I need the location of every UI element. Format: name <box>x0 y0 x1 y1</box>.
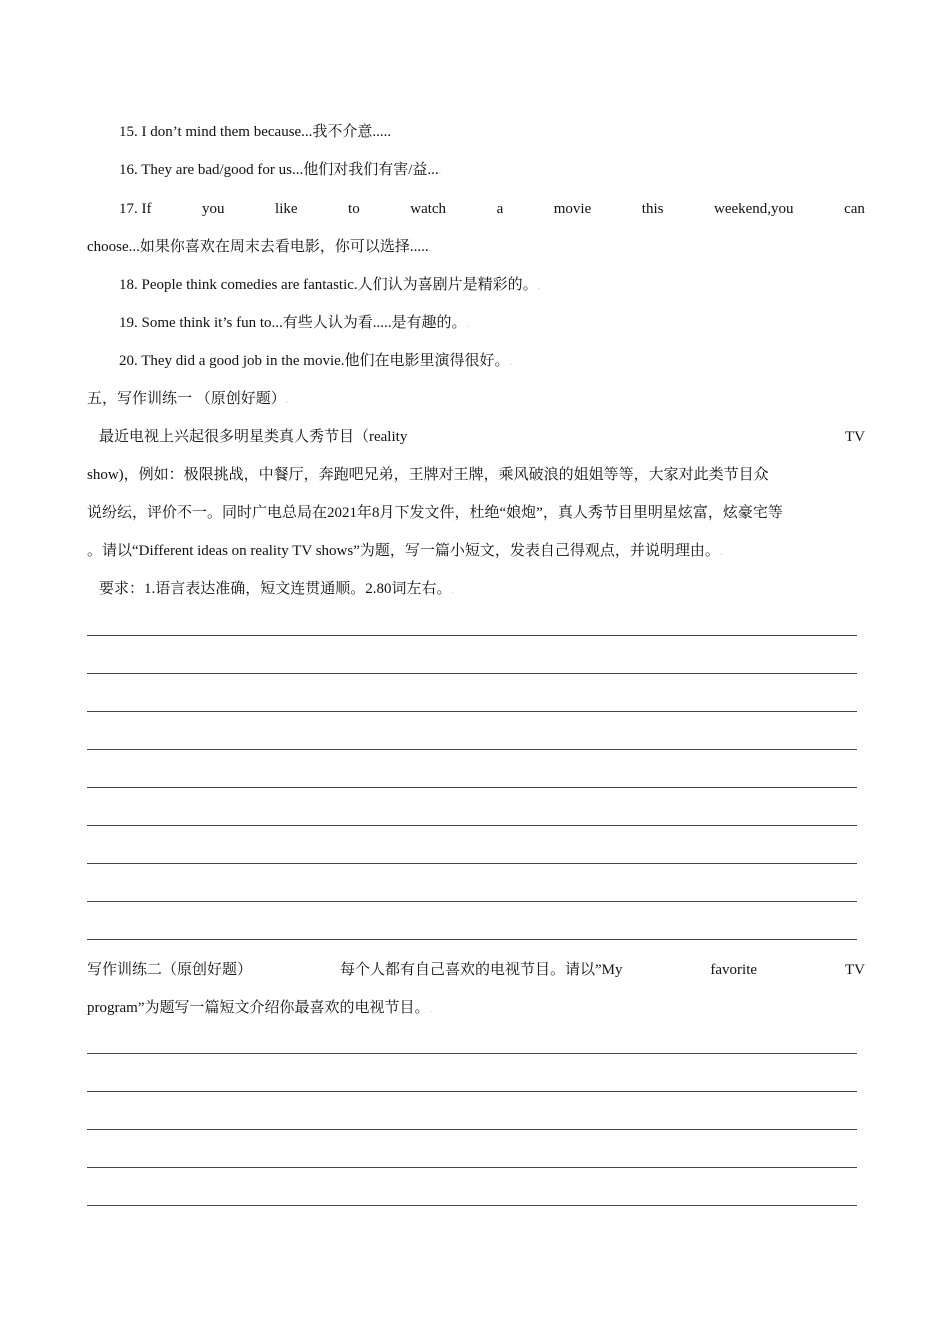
section-five-requirement: 要求：1.语言表达准确，短文连贯通顺。2.80词左右。. <box>99 581 455 597</box>
section-five-para-line4: 。请以“Different ideas on reality TV shows”为题，写一篇小短文，发表自己得观点，并说明理由。. <box>87 543 723 559</box>
section-five-para-line1: 最近电视上兴起很多明星类真人秀节目（reality TV <box>99 429 865 445</box>
writing-line[interactable] <box>87 1091 857 1092</box>
writing-line[interactable] <box>87 711 857 712</box>
phrase-17-line1: 17. If you like to watch a movie this weekend,you can <box>119 201 865 217</box>
section-two-line1: 写作训练二（原创好题） 每个人都有自己喜欢的电视节目。请以”My favorite TV <box>87 962 865 978</box>
phrase-20: 20. They did a good job in the movie.他们在电影里演得很好。. <box>119 353 513 369</box>
section-five-para-line3: 说纷纭，评价不一。同时广电总局在2021年8月下发文件，杜绝“娘炮”，真人秀节目里明星炫富，炫豪宅等 <box>87 505 783 521</box>
phrase-19: 19. Some think it’s fun to...有些人认为看.....是有趣的。. <box>119 315 470 331</box>
writing-line[interactable] <box>87 1167 857 1168</box>
phrase-18: 18. People think comedies are fantastic.人们认为喜剧片是精彩的。. <box>119 277 541 293</box>
phrase-17-line2: choose...如果你喜欢在周末去看电影，你可以选择...... <box>87 239 432 255</box>
writing-line[interactable] <box>87 939 857 940</box>
section-two-line2: program”为题写一篇短文介绍你最喜欢的电视节目。. <box>87 1000 432 1016</box>
writing-line[interactable] <box>87 635 857 636</box>
writing-line[interactable] <box>87 1053 857 1054</box>
writing-line[interactable] <box>87 901 857 902</box>
writing-line[interactable] <box>87 1129 857 1130</box>
phrase-15: 15. I don’t mind them because...我不介意..... <box>119 124 392 140</box>
writing-line[interactable] <box>87 787 857 788</box>
writing-line[interactable] <box>87 673 857 674</box>
writing-line[interactable] <box>87 1205 857 1206</box>
writing-line[interactable] <box>87 825 857 826</box>
writing-line[interactable] <box>87 863 857 864</box>
writing-line[interactable] <box>87 749 857 750</box>
section-five-heading: 五，写作训练一 （原创好题）. <box>87 391 289 407</box>
section-five-para-line2: show)，例如：极限挑战，中餐厅，奔跑吧兄弟，王牌对王牌，乘风破浪的姐姐等等，大家对此类节目众 <box>87 467 769 483</box>
phrase-16: 16. They are bad/good for us...他们对我们有害/益.... <box>119 162 442 178</box>
